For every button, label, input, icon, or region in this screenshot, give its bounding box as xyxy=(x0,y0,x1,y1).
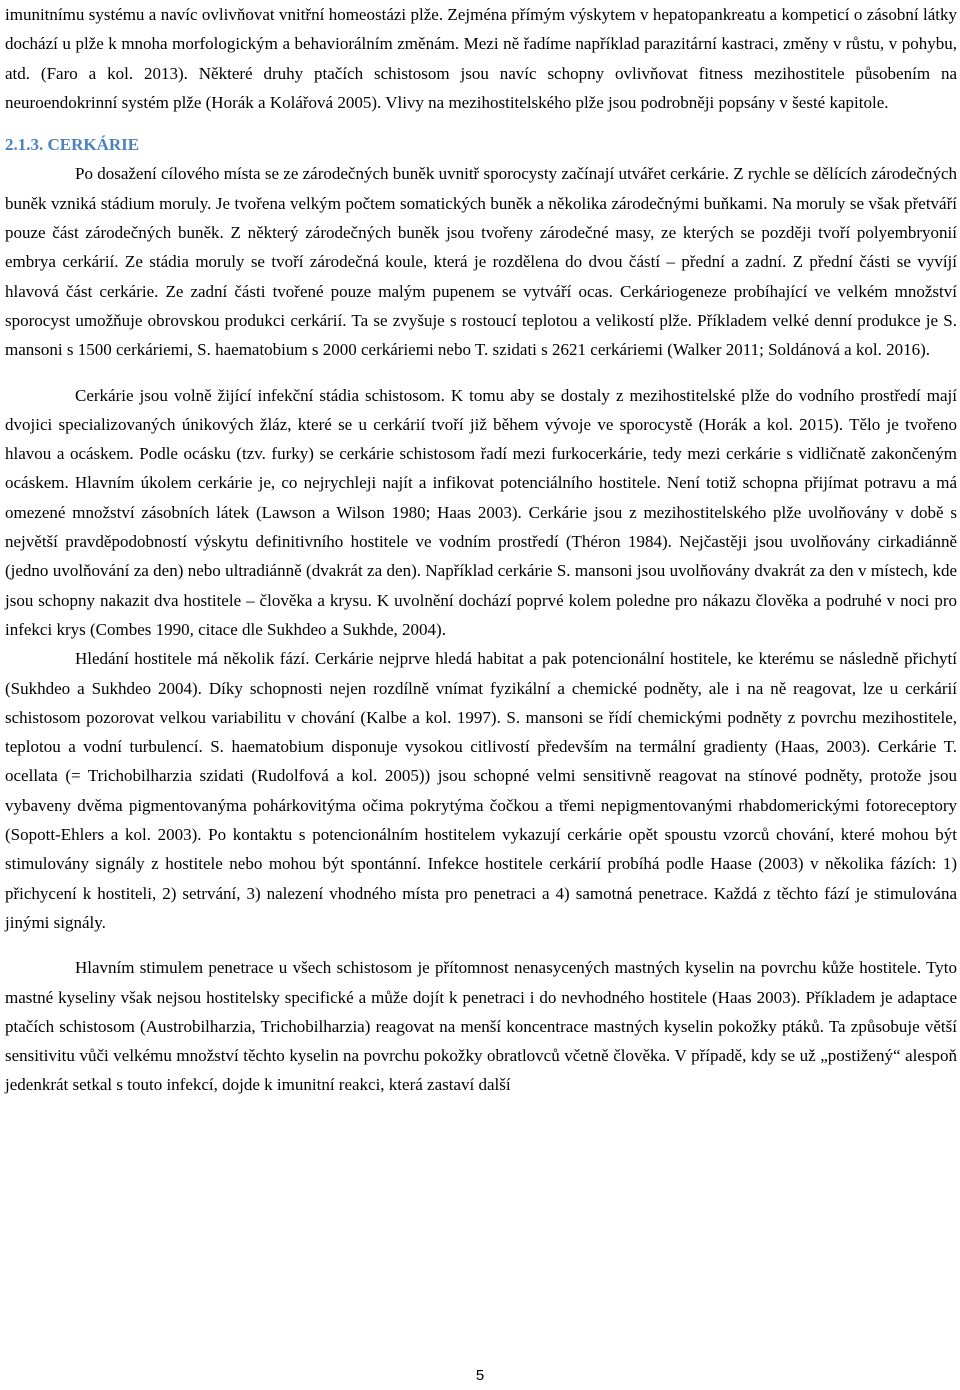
paragraph-host-finding: Hledání hostitele má několik fází. Cerkárie nejprve hledá habitat a pak potencionální hostitele, ke kterému se následně přichytí (Sukhdeo a Sukhdeo 2004). Díky schopnosti nejen rozdílně vnímat fyzikální a chemické podněty, ale i na ně reagovat, lze u cerkárií schistosom pozorovat velkou variabilitu v chování (Kalbe a kol. 1997). S. mansoni se řídí chemickými podněty z povrchu mezihostitele, teplotou a vodní turbulencí. S. haematobium disponuje vysokou citlivostí především na termální gradienty (Haas, 2003). Cerkárie T. ocellata (= Trichobilharzia szidati (Rudolfová a kol. 2005)) jsou schopné velmi sensitivně reagovat na stínové podněty, protože jsou vybaveny dvěma pigmentovanýma pohárkovitýma očima pokrytýma čočkou a třemi nepigmentovanými rhabdomerickými fotoreceptory (Sopott-Ehlers a kol. 2003). Po kontaktu s potencionálním hostitelem vykazují cerkárie opět spoustu vzorců chování, které mohou být stimulovány signály z hostitele nebo mohou být spontánní. Infekce hostitele cerkárií probíhá podle Haase (2003) v několika fázích: 1) přichycení k hostiteli, 2) setrvání, 3) nalezení vhodného místa pro penetraci a 4) samotná penetrace. Každá z těchto fází je stimulována jinými signály. xyxy=(5,649,957,932)
paragraph-penetration-stimulus: Hlavním stimulem penetrace u všech schistosom je přítomnost nenasycených mastných kyselin na povrchu kůže hostitele. Tyto mastné kyseliny však nejsou hostitelsky specifické a může dojít k penetraci i do nevhodného hostitele (Haas 2003). Příkladem je adaptace ptačích schistosom (Austrobilharzia, Trichobilharzia) reagovat na menší koncentrace mastných kyselin pokožky ptáků. Ta způsobuje větší sensitivitu vůči velkému množství těchto kyselin na povrchu pokožky obratlovců včetně člověka. V případě, kdy se už „postižený“ alespoň jedenkrát setkal s touto infekcí, dojde k imunitní reakci, která zastaví další xyxy=(5,958,957,1095)
page-body xyxy=(5,0,957,1100)
paragraph-cercariogenesis: Po dosažení cílového místa se ze zárodečných buněk uvnitř sporocysty začínají utvářet cerkárie. Z rychle se dělících zárodečných buněk vzniká stádium moruly. Je tvořena velkým počtem somatických buněk a několika zárodečnými buňkami. Na moruly se však přetváří pouze část zárodečných buněk. Z některý zárodečných buněk jsou tvořeny zárodečné masy, ze kterých se později tvoří polyembryonií embrya cerkárií. Ze stádia moruly se tvoří zárodečná koule, která je rozdělena do dvou částí – přední a zadní. Z přední části se vyvíjí hlavová část cerkárie. Ze zadní části tvořené pouze malým pupenem se vytváří ocas. Cerkáriogeneze probíhající ve velkém množství sporocyst umožňuje obrovskou produkci cerkárií. Ta se zvyšuje s rostoucí teplotou a velikostí plže. Příkladem velké denní produkce je S. mansoni s 1500 cerkáriemi, S. haematobium s 2000 cerkáriemi nebo T. szidati s 2621 cerkáriemi (Walker 2011; Soldánová a kol. 2016). xyxy=(5,164,957,360)
section-heading xyxy=(5,130,957,159)
paragraph-continued: imunitnímu systému a navíc ovlivňovat vnitřní homeostázi plže. Zejména přímým výskytem v hepatopankreatu a kompeticí o zásobní látky dochází u plže k mnoha morfologickým a behaviorálním změnám. Mezi ně řadíme například parazitární kastraci, změny v růstu, v pohybu, atd. (Faro a kol. 2013). Některé druhy ptačích schistosom jsou navíc schopny ovlivňovat fitness mezihostitele působením na neuroendokrinní systém plže (Horák a Kolářová 2005). Vlivy na mezihostitelského plže jsou podrobněji popsány v šesté kapitole. xyxy=(5,5,957,112)
paragraph-free-living-stage: Cerkárie jsou volně žijící infekční stádia schistosom. K tomu aby se dostaly z mezihostitelské plže do vodního prostředí mají dvojici specializovaných únikových žláz, které se u cerkárií tvoří již během vývoje ve sporocystě (Horák a kol. 2015). Tělo je tvořeno hlavou a ocáskem. Podle ocásku (tzv. furky) se cerkárie schistosom řadí mezi furkocerkárie, tedy mezi cerkárie s vidličnatě zakončeným ocáskem. Hlavním úkolem cerkárie je, co nejrychleji najít a infikovat potenciálního hostitele. Není totiž schopna přijímat potravu a má omezené množství zásobních látek (Lawson a Wilson 1980; Haas 2003). Cerkárie jsou z mezihostitelského plže uvolňovány v době s největší pravděpodobností výskytu definitivního hostitele ve vodním prostředí (Théron 1984). Nejčastěji jsou uvolňovány cirkadiánně (jedno uvolňování za den) nebo ultradiánně (dvakrát za den). Například cerkárie S. mansoni jsou uvolňovány dvakrát za den v místech, kde jsou schopny nakazit dva hostitele – člověka a krysu. K uvolnění dochází poprvé kolem poledne pro nákazu člověka a podruhé v noci pro infekci krys (Combes 1990, citace dle Sukhdeo a Sukhde, 2004). xyxy=(5,385,957,639)
section-number: 2.1.3. xyxy=(5,135,44,155)
page-number: 5 xyxy=(475,1367,485,1384)
section-title: CERKÁRIE xyxy=(47,135,140,155)
